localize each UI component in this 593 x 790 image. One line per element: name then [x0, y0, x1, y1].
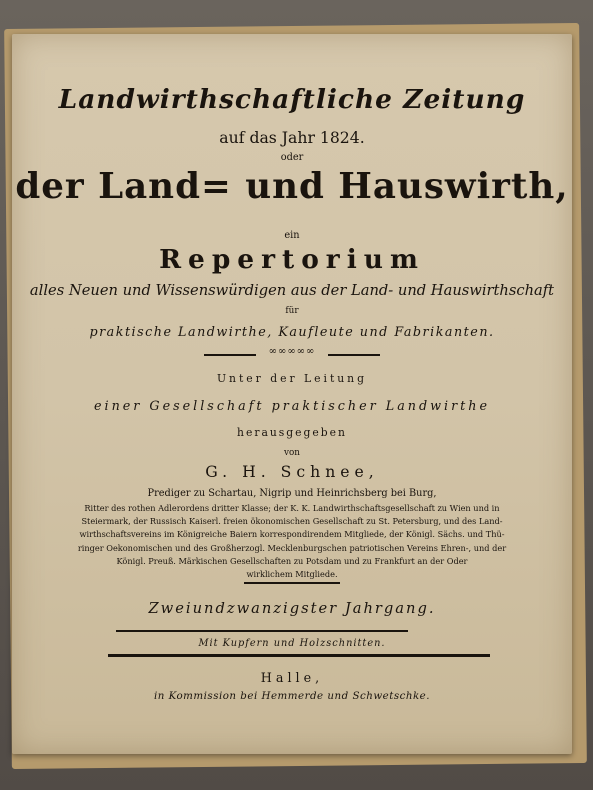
rule-upper — [116, 630, 408, 632]
titles-line: wirklichem Mitgliede. — [246, 569, 338, 580]
connector-fuer: für — [285, 306, 299, 316]
ornament-divider — [12, 346, 572, 360]
author-position: Prediger zu Schartau, Nigrip und Heinrichsberg bei Burg, — [147, 488, 437, 499]
ornament-line-right — [328, 354, 380, 356]
titles-line: Ritter des rothen Adlerordens dritter Klasse; der K. K. Landwirthschaftsgesellschaft zu Wien und in — [84, 503, 500, 513]
author-titles — [32, 502, 552, 581]
secondary-title: der Land= und Hauswirth, — [15, 166, 569, 207]
ornament-dots: ∞∞∞∞∞ — [268, 346, 316, 357]
jahrgang-line: Zweiundzwanzigster Jahrgang. — [148, 600, 436, 617]
author-name: G. H. Schnee, — [205, 462, 379, 481]
main-title: Landwirthschaftliche Zeitung — [58, 84, 526, 115]
kupfern-line: Mit Kupfern und Holzschnitten. — [198, 638, 386, 649]
rule-lower — [108, 654, 490, 657]
audience-line: praktische Landwirthe, Kaufleute und Fabrikanten. — [89, 324, 495, 339]
year-line: auf das Jahr 1824. — [219, 128, 365, 147]
connector-ein: ein — [284, 230, 300, 241]
unter-line: Unter der Leitung — [216, 372, 367, 385]
ornament-line-left — [204, 354, 256, 356]
titles-line: wirthschaftsvereins im Königreiche Baiern korrespondirendem Mitgliede, der Königl. Sächs. und Thü- — [79, 529, 505, 540]
connector-von: von — [284, 448, 300, 458]
subtitle: alles Neuen und Wissenswürdigen aus der Land- und Hauswirthschaft — [29, 282, 555, 299]
repertorium-title: Repertorium — [159, 244, 425, 275]
titles-line: Steiermark, der Russisch Kaiserl. freien ökonomischen Gesellschaft zu St. Petersburg, und des Land- — [81, 516, 503, 527]
herausgegeben-line: herausgegeben — [237, 426, 347, 439]
gesellschaft-line: einer Gesellschaft praktischer Landwirthe — [93, 398, 490, 413]
connector-oder: oder — [280, 152, 304, 163]
short-rule — [244, 582, 340, 584]
publication-city: Halle, — [260, 670, 324, 685]
publisher-line: in Kommission bei Hemmerde und Schwetschke. — [153, 690, 431, 702]
titles-line: ringer Oekonomischen und des Großherzogl. Mecklenburgschen patriotischen Vereins Ehren-, und der — [77, 542, 507, 553]
title-page — [12, 34, 572, 754]
titles-line: Königl. Preuß. Märkischen Gesellschaften zu Potsdam und zu Frankfurt an der Oder — [116, 555, 468, 566]
